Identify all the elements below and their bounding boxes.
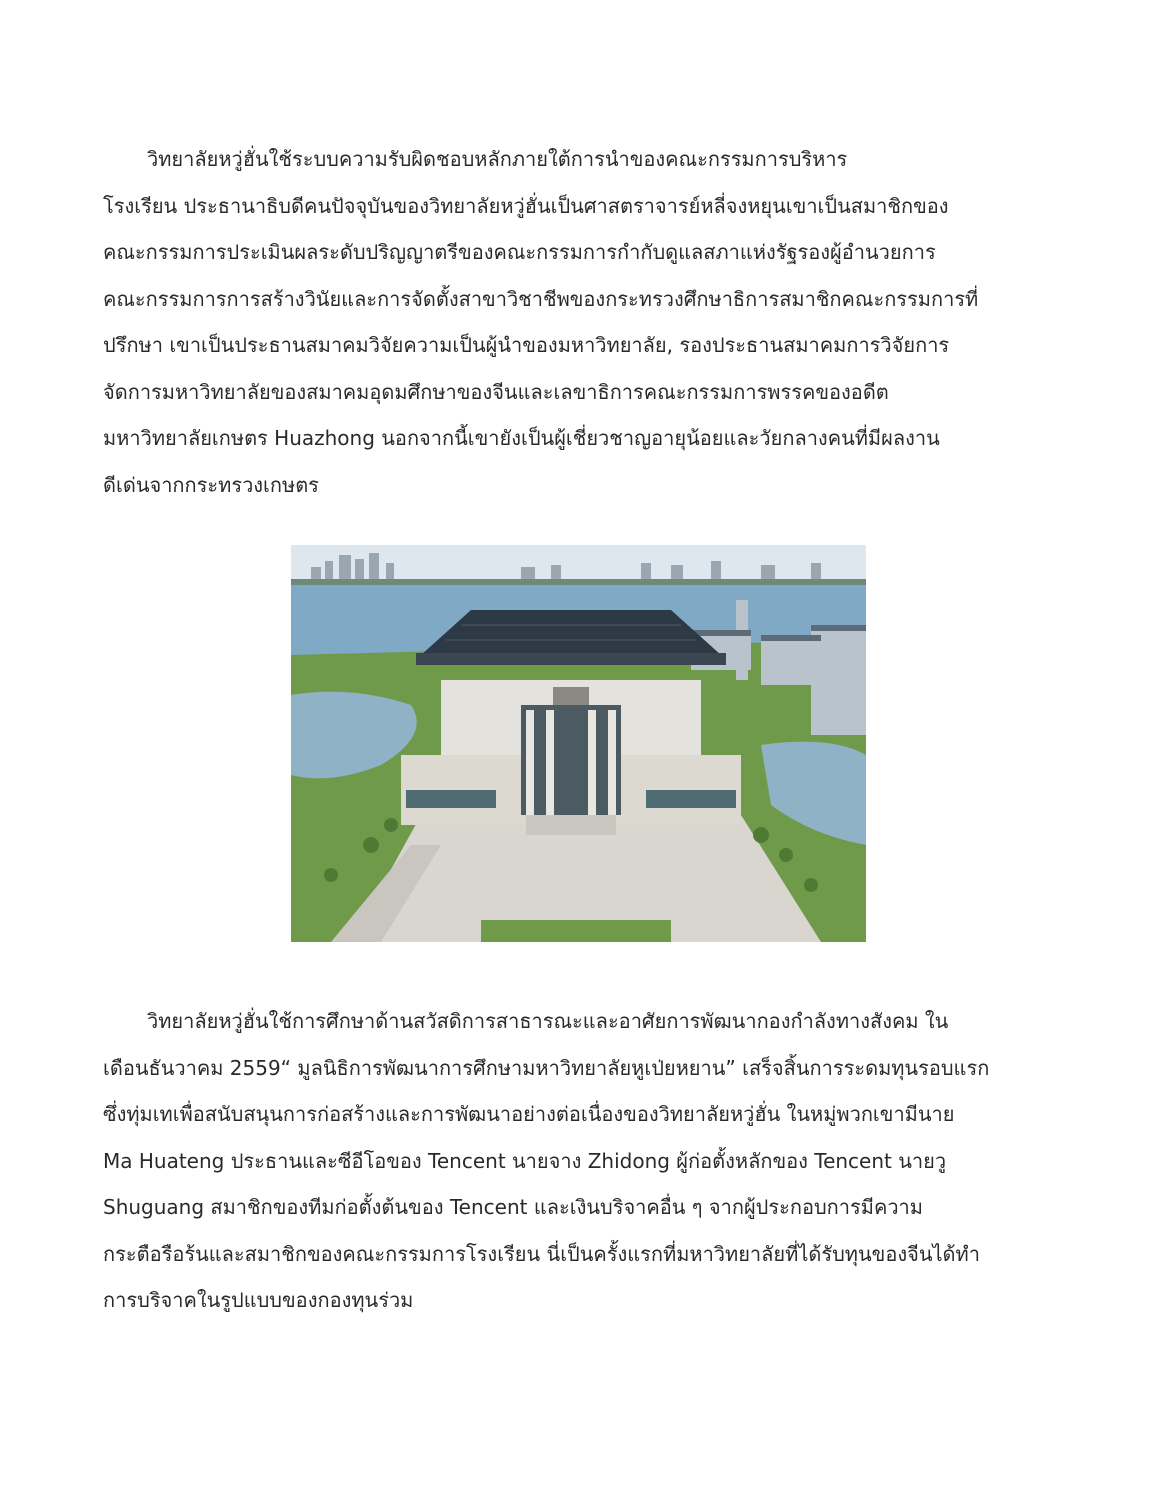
paragraph-line: วิทยาลัยหวู่ฮั่นใช้การศึกษาด้านสวัสดิการสาธารณะและอาศัยการพัฒนากองกำลังทางสังคม ใน: [147, 1009, 949, 1033]
paragraph-line: Shuguang สมาชิกของทีมก่อตั้งต้นของ Tencent และเงินบริจาคอื่น ๆ จากผู้ประกอบการมีความ: [103, 1195, 923, 1219]
paragraph-line: ปรึกษา เขาเป็นประธานสมาคมวิจัยความเป็นผู้นำของมหาวิทยาลัย, รองประธานสมาคมการวิจัยการ: [103, 333, 950, 357]
campus-library-photo: [291, 545, 866, 942]
paragraph-line: เดือนธันวาคม 2559“ มูลนิธิการพัฒนาการศึกษามหาวิทยาลัยหูเป่ยหยาน” เสร็จสิ้นการระดมทุนรอบแรก: [103, 1055, 990, 1080]
paragraph-leadership: [103, 136, 1063, 508]
paragraph-line: Ma Huateng ประธานและซีอีโอของ Tencent นายจาง Zhidong ผู้ก่อตั้งหลักของ Tencent นายวู: [103, 1148, 947, 1173]
paragraph-line: จัดการมหาวิทยาลัยของสมาคมอุดมศึกษาของจีนและเลขาธิการคณะกรรมการพรรคของอดีต: [103, 379, 889, 404]
paragraph-line: กระตือรือร้นและสมาชิกของคณะกรรมการโรงเรียน นี่เป็นครั้งแรกที่มหาวิทยาลัยที่ได้รับทุนของจีนได้ทำ: [103, 1241, 980, 1266]
paragraph-fundraising: [103, 998, 1063, 1324]
library-illustration: [291, 545, 866, 942]
paragraph-line: มหาวิทยาลัยเกษตร Huazhong นอกจากนี้เขายังเป็นผู้เชี่ยวชาญอายุน้อยและวัยกลางคนที่มีผลงาน: [103, 426, 940, 450]
paragraph-line: คณะกรรมการการสร้างวินัยและการจัดตั้งสาขาวิชาชีพของกระทรวงศึกษาธิการสมาชิกคณะกรรมการที่: [103, 286, 979, 311]
paragraph-line: โรงเรียน ประธานาธิบดีคนปัจจุบันของวิทยาลัยหวู่ฮั่นเป็นศาสตราจารย์หลี่จงหยุนเขาเป็นสมาชิกของ: [103, 193, 949, 218]
paragraph-line: คณะกรรมการประเมินผลระดับปริญญาตรีของคณะกรรมการกำกับดูแลสภาแห่งรัฐรองผู้อำนวยการ: [103, 240, 936, 264]
paragraph-line: การบริจาคในรูปแบบของกองทุนร่วม: [103, 1288, 414, 1312]
paragraph-line: ซึ่งทุ่มเทเพื่อสนับสนุนการก่อสร้างและการพัฒนาอย่างต่อเนื่องของวิทยาลัยหวู่ฮั่น ในหมู่พวกเขามีนาย: [103, 1102, 955, 1126]
paragraph-line: วิทยาลัยหวู่ฮั่นใช้ระบบความรับผิดชอบหลักภายใต้การนำของคณะกรรมการบริหาร: [147, 147, 848, 171]
paragraph-line: ดีเด่นจากกระทรวงเกษตร: [103, 472, 319, 497]
